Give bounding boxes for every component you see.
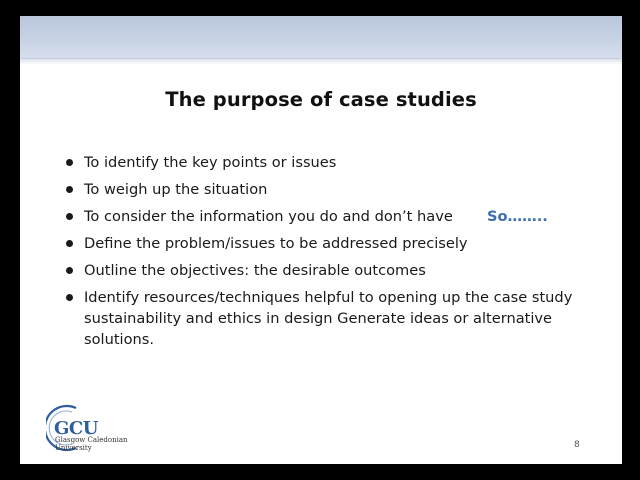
logo-line-1: Glasgow Caledonian xyxy=(55,436,128,444)
logo-abbreviation: GCU xyxy=(54,418,98,439)
slide-page-number: 8 xyxy=(574,440,580,450)
bullet-list xyxy=(66,152,611,356)
bullet-item xyxy=(66,287,611,350)
logo-line-2: University xyxy=(55,444,92,452)
banner-shadow xyxy=(20,59,622,65)
bullet-dot-icon xyxy=(66,294,73,301)
bullet-dot-icon xyxy=(66,186,73,193)
bullet-text: To consider the information you do and don’t have xyxy=(84,208,453,225)
bullet-item xyxy=(66,206,611,227)
bullet-text: Define the problem/issues to be addressed precisely xyxy=(84,235,468,252)
bullet-text: To identify the key points or issues xyxy=(84,154,337,171)
bullet-text: Identify resources/techniques helpful to opening up the case study sustainability and ethics in design Generate ideas or alternative solutions. xyxy=(84,289,573,348)
bullet-dot-icon xyxy=(66,240,73,247)
bullet-item xyxy=(66,179,611,200)
bullet-dot-icon xyxy=(66,267,73,274)
bullet-text: To weigh up the situation xyxy=(84,181,268,198)
logo-institution-name xyxy=(55,436,128,452)
bullet-dot-icon xyxy=(66,159,73,166)
bullet-item xyxy=(66,152,611,173)
side-note: So…….. xyxy=(487,208,548,225)
bullet-item xyxy=(66,260,611,281)
slide-title: The purpose of case studies xyxy=(165,88,477,111)
bullet-text: Outline the objectives: the desirable outcomes xyxy=(84,262,426,279)
presentation-slide xyxy=(20,16,622,464)
slide-header-banner xyxy=(20,16,622,59)
bullet-item xyxy=(66,233,611,254)
bullet-dot-icon xyxy=(66,213,73,220)
